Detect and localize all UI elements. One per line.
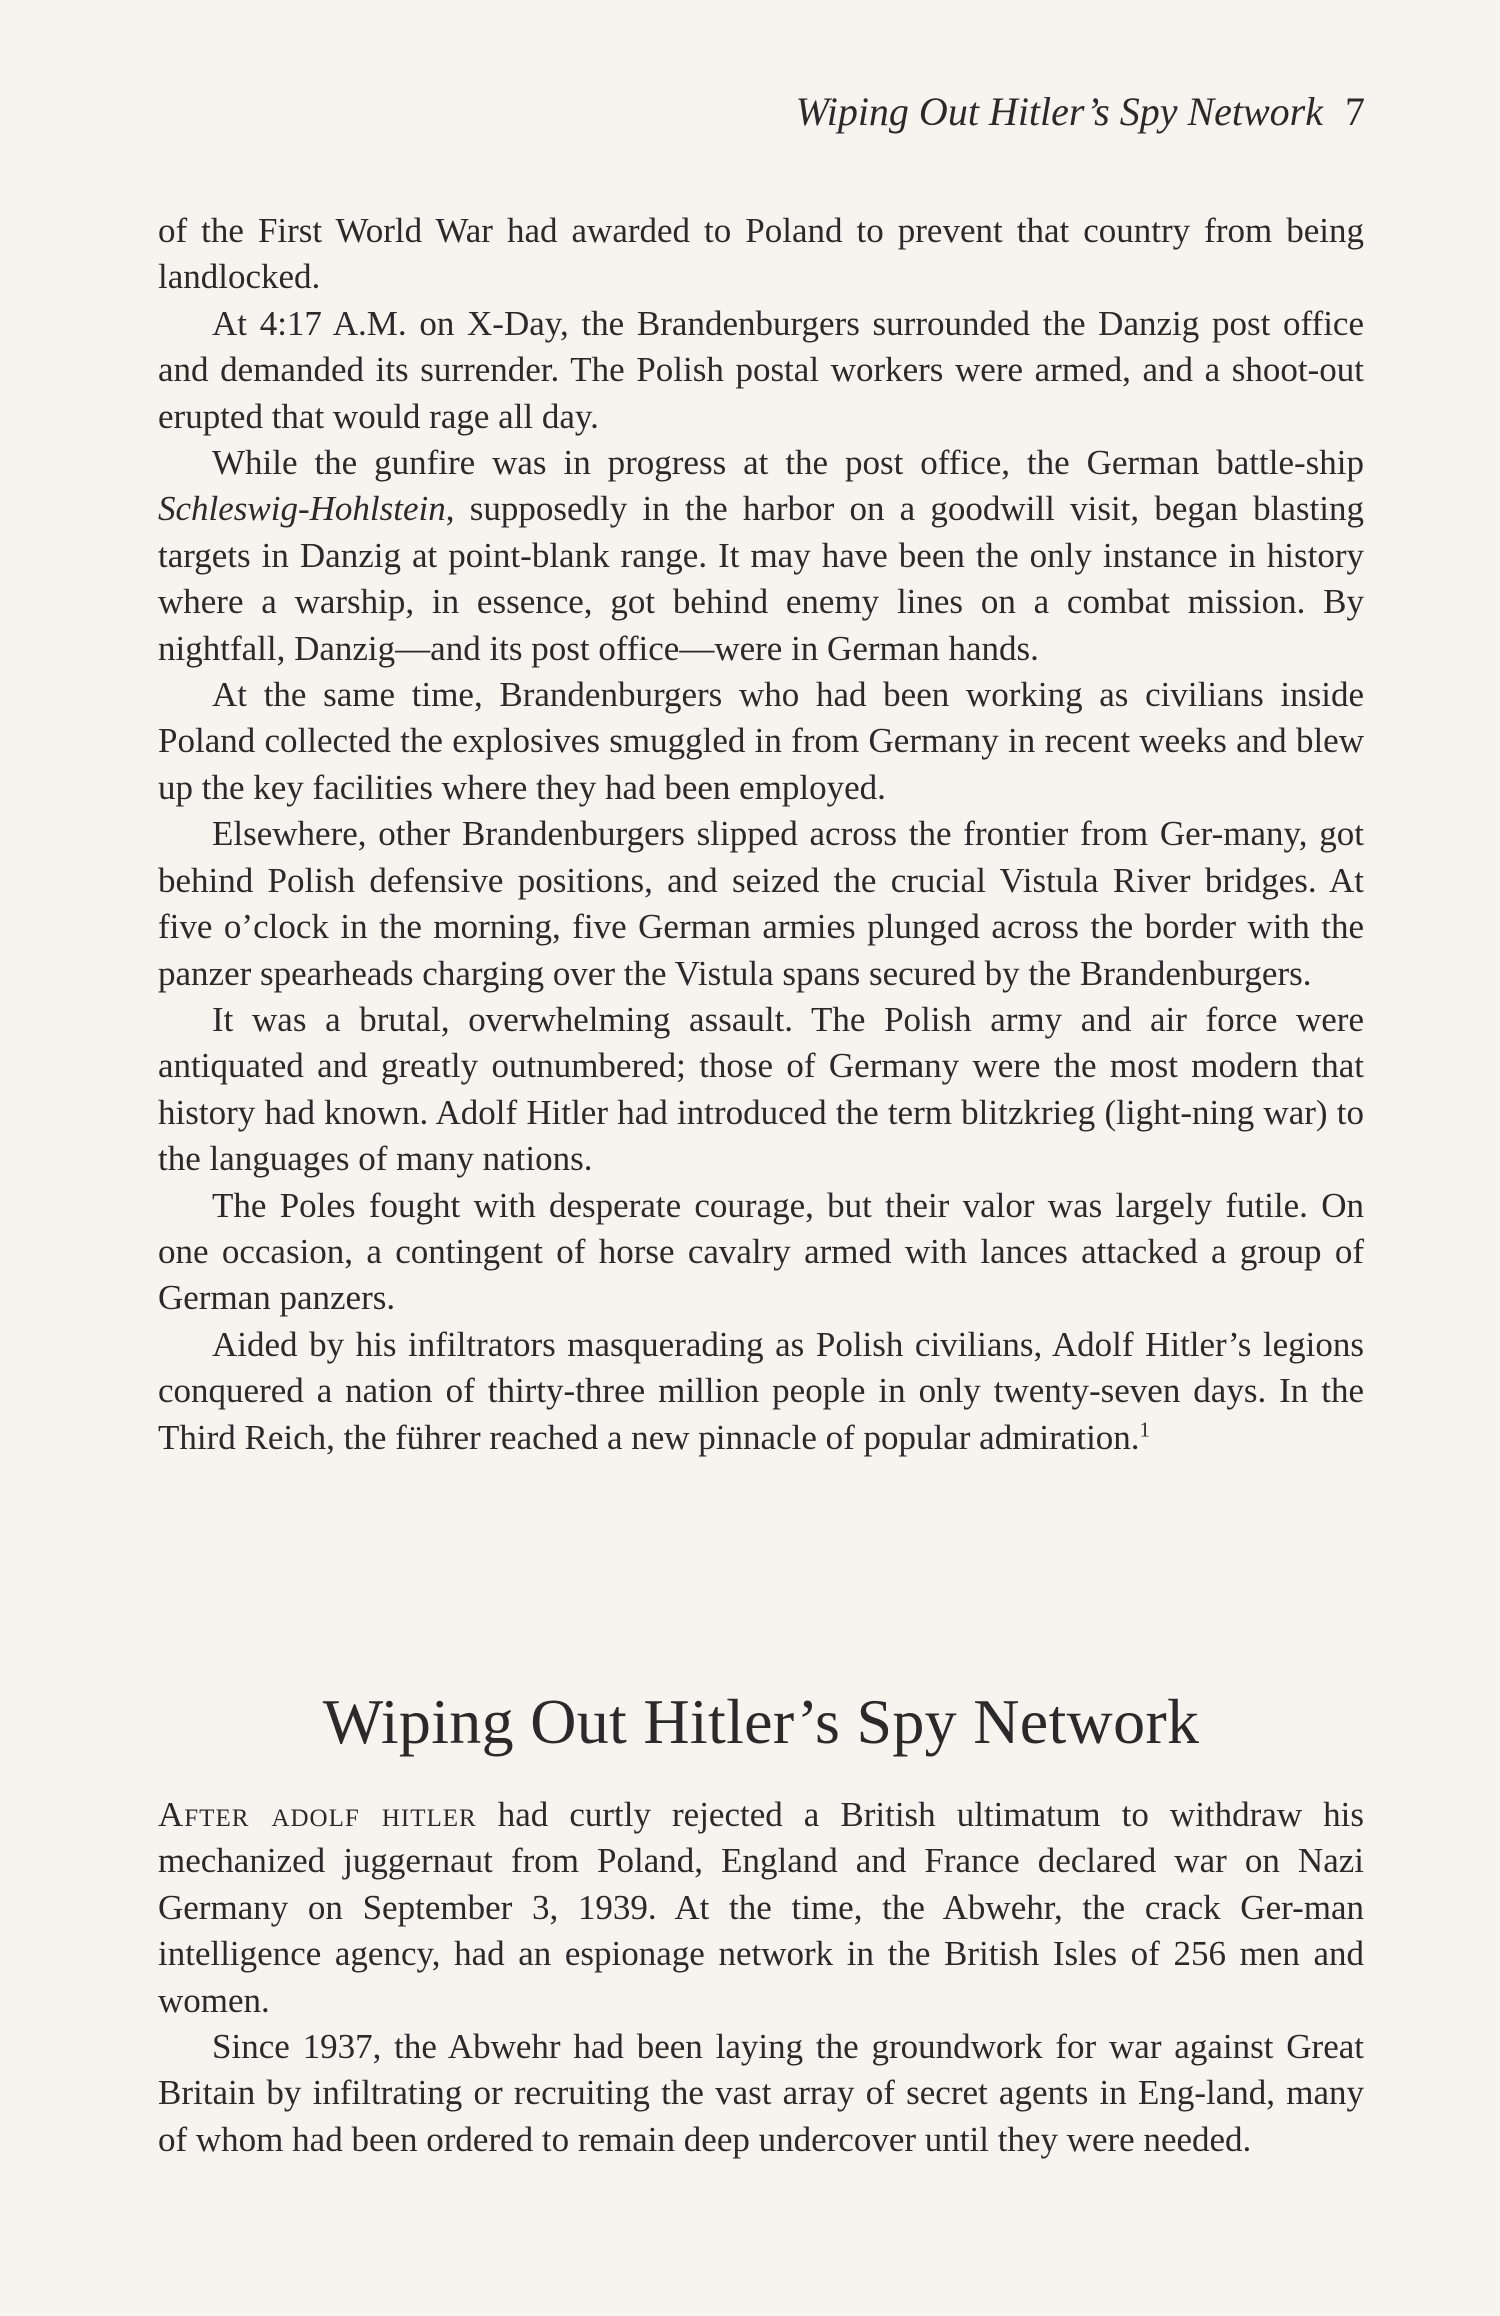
paragraph-conquest <box>158 1322 1364 1461</box>
body-text <box>158 208 1364 1461</box>
paragraph-bridges: Elsewhere, other Brandenburgers slipped across the frontier from Ger-many, got behind Polish defensive positions, and seized the crucial Vistula River bridges. At five o’clock in the morning, five German armies plunged across the border with the panzer spearheads charging over the Vistula spans secured by the Brandenburgers. <box>158 814 1364 993</box>
section-paragraph-1-text: had curtly rejected a British ultimatum to withdraw his mechanized juggernaut from Poland, England and France declared war on Nazi Germany on September 3, 1939. At the time, the Abwehr, the crack Ger-man intelligence agency, had an espionage network in the British Isles of 256 men and women. <box>158 1795 1364 2020</box>
running-head-title: Wiping Out Hitler’s Spy Network <box>795 89 1323 134</box>
section-paragraph-2: Since 1937, the Abwehr had been laying the groundwork for war against Great Britain by infiltrating or recruiting the vast array of secret agents in Eng-land, many of whom had been ordered to remain deep undercover until they were needed. <box>158 2027 1364 2159</box>
paragraph-x-day: At 4:17 A.M. on X-Day, the Brandenburgers surrounded the Danzig post office and demanded its surrender. The Polish postal workers were armed, and a shoot-out erupted that would rage all day. <box>158 303 1364 436</box>
running-head <box>796 88 1365 136</box>
paragraph-civilians: At the same time, Brandenburgers who had been working as civilians inside Poland collected the explosives smuggled in from Germany in recent weeks and blew up the key facilities where they had been employed. <box>158 675 1364 807</box>
section-lead-in: After adolf hitler <box>158 1795 477 1834</box>
footnote-marker: 1 <box>1139 1416 1151 1441</box>
paragraph-assault: It was a brutal, overwhelming assault. The Polish army and air force were antiquated and greatly outnumbered; those of Germany were the most modern that history had known. Adolf Hitler had introduced the term blitzkrieg (light-ning war) to the languages of many nations. <box>158 999 1364 1179</box>
paragraph-conquest-text: Aided by his infiltrators masquerading as Polish civilians, Adolf Hitler’s legions conquered a nation of thirty-three million people in only twenty-seven days. In the Third Reich, the führer reached a new pinnacle of popular admiration. <box>158 1324 1364 1457</box>
paragraph-poles: The Poles fought with desperate courage, but their valor was largely futile. On one occasion, a contingent of horse cavalry armed with lances attacked a group of German panzers. <box>158 1185 1364 1318</box>
page-number: 7 <box>1345 89 1365 134</box>
paragraph-continued: of the First World War had awarded to Poland to prevent that country from being landlocked. <box>158 211 1364 297</box>
section-paragraph-1 <box>158 1792 1364 2024</box>
paragraph-battleship: While the gunfire was in progress at the post office, the German battle-ship Schleswig-Hohlstein, supposedly in the harbor on a goodwill visit, began blasting targets in Danzig at point-blank range. It may have been the only instance in history where a warship, in essence, got behind enemy lines on a combat mission. By nightfall, Danzig—and its post office—were in German hands. <box>158 443 1364 668</box>
ship-name: Schleswig-Hohlstein <box>158 489 446 529</box>
section-heading-wrap <box>158 1686 1364 1758</box>
section-heading: Wiping Out Hitler’s Spy Network <box>322 1686 1200 1757</box>
section-text <box>158 1792 1364 2163</box>
